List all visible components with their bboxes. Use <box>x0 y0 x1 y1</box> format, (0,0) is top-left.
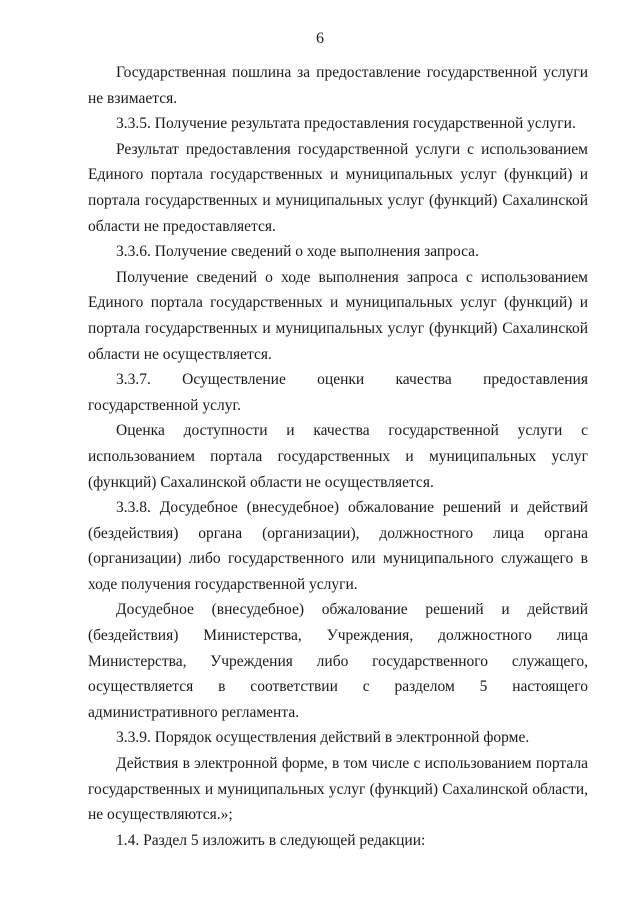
page-number: 6 <box>316 30 324 47</box>
heading-3-3-6: 3.3.6. Получение сведений о ходе выполнения запроса. <box>116 243 479 261</box>
paragraph-quality: Оценка доступности и качества государственной услуги с использованием портала государственных и муниципальных услуг (функций) Сахалинской области не осуществляется. <box>88 422 588 491</box>
paragraph-status-info: Получение сведений о ходе выполнения запроса с использованием Единого портала государственных и муниципальных услуг (функций) и портала государственных и муниципальных услуг (функций) Сахалинской области не осуществляется. <box>88 268 588 363</box>
paragraph-electronic: Действия в электронной форме, в том числе с использованием портала государственных и муниципальных услуг (функций) Сахалинской области, не осуществляются.»; <box>88 755 588 824</box>
paragraph-section-5: 1.4. Раздел 5 изложить в следующей редакции: <box>116 831 426 849</box>
heading-3-3-7: 3.3.7. Осуществление оценки качества предоставления государственной услуг. <box>88 371 588 414</box>
paragraph-result: Результат предоставления государственной услуги с использованием Единого портала государственных и муниципальных услуг (функций) и портала государственных и муниципальных услуг (функций) Сахалинской области не предоставляется. <box>88 140 588 235</box>
paragraph-fee: Государственная пошлина за предоставление государственной услуги не взимается. <box>88 64 588 107</box>
document-body <box>88 60 588 853</box>
heading-3-3-5: 3.3.5. Получение результата предоставления государственной услуги. <box>116 115 576 133</box>
heading-3-3-9: 3.3.9. Порядок осуществления действий в электронной форме. <box>116 729 530 747</box>
paragraph-appeal: Досудебное (внесудебное) обжалование решений и действий (бездействия) Министерства, Учреждения, должностного лица Министерства, Учреждения либо государственного служащего, осуществляется в соответствии с разделом 5 настоящего административного регламента. <box>88 601 588 721</box>
heading-3-3-8: 3.3.8. Досудебное (внесудебное) обжалование решений и действий (бездействия) органа (организации), должностного лица органа (организации) либо государственного или муниципального служащего в ходе получения государственной услуги. <box>88 499 588 593</box>
